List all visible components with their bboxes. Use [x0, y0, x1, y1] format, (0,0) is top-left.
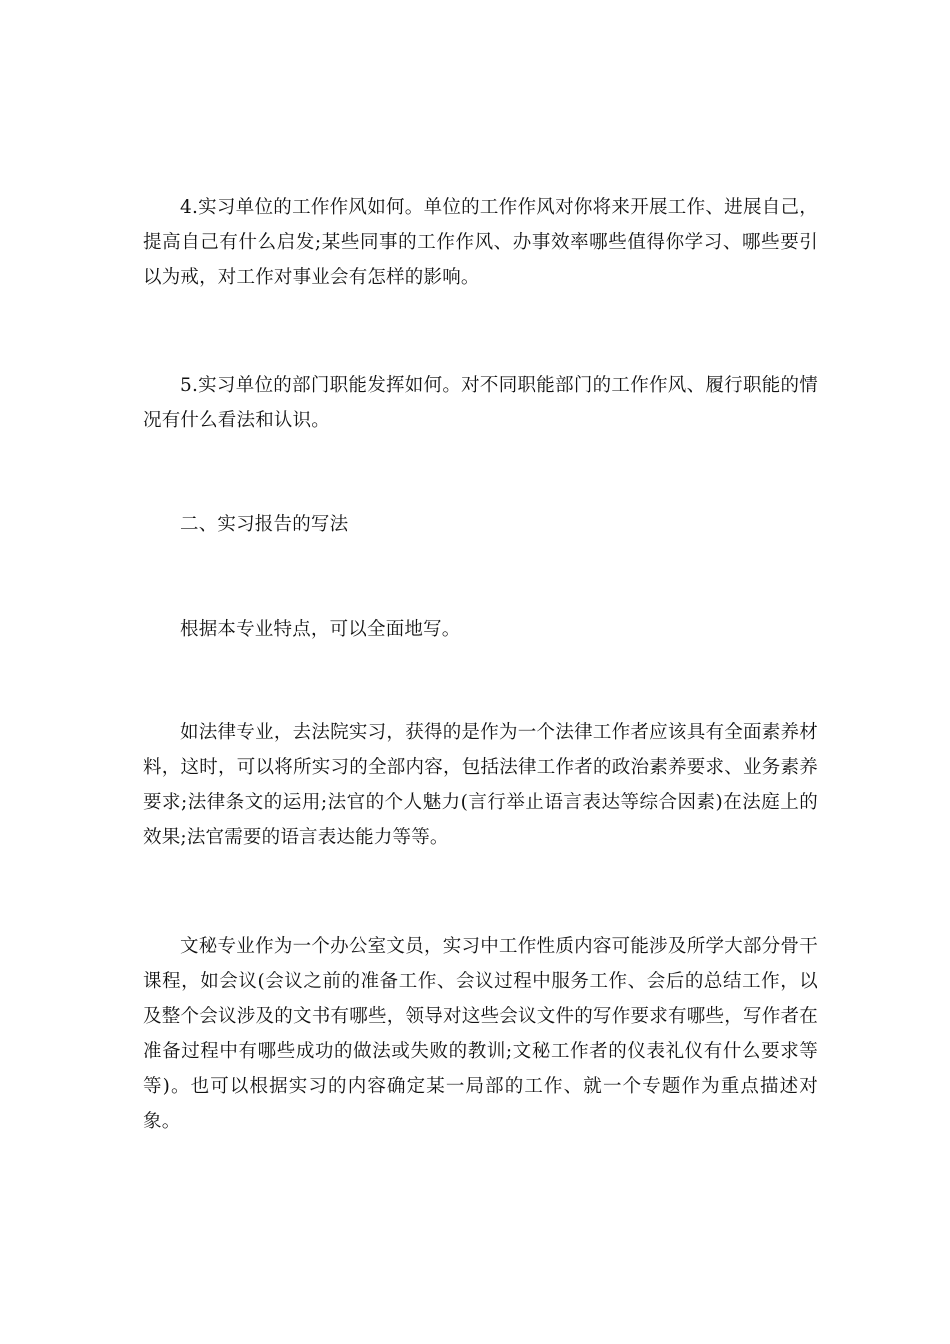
paragraph-write-comprehensively: 根据本专业特点，可以全面地写。 [180, 619, 461, 640]
paragraph-secretarial-major-example: 文秘专业作为一个办公室文员，实习中工作性质内容可能涉及所学大部分骨干课程，如会议(会议之前的准备工作、会议过程中服务工作、会后的总结工作，以及整个会议涉及的文书有哪些，领导对这些会议文件的写作要求有哪些，写作者在准备过程中有哪些成功的做法或失败的教训;文秘工作者的仪表礼仪有什么要求等等)。也可以根据实习的内容确定某一局部的工作、就一个专题作为重点描述对象。 [143, 936, 818, 1132]
paragraph-department-functions: 5.实习单位的部门职能发挥如何。对不同职能部门的工作作风、履行职能的情况有什么看法和认识。 [143, 375, 818, 431]
section-heading-writing-method: 二、实习报告的写法 [180, 514, 349, 535]
paragraph-law-major-example: 如法律专业，去法院实习，获得的是作为一个法律工作者应该具有全面素养材料，这时，可以将所实习的全部内容，包括法律工作者的政治素养要求、业务素养要求;法律条文的运用;法官的个人魅力(言行举止语言表达等综合因素)在法庭上的效果;法官需要的语言表达能力等等。 [143, 722, 818, 848]
paragraph-work-style: 4.实习单位的工作作风如何。单位的工作作风对你将来开展工作、进展自己，提高自己有什么启发;某些同事的工作作风、办事效率哪些值得你学习、哪些要引以为戒，对工作对事业会有怎样的影响。 [143, 197, 818, 288]
